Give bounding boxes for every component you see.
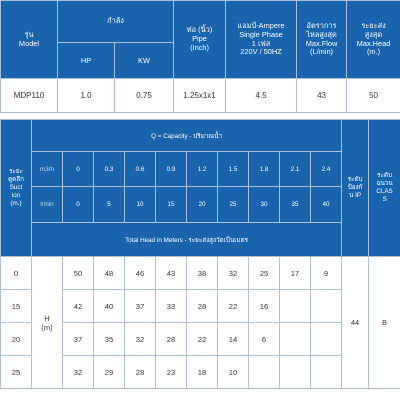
head-cell: 46 xyxy=(125,257,156,290)
model-header xyxy=(1,1,58,79)
h-label-line: H xyxy=(44,313,50,323)
head-cell: 37 xyxy=(63,323,94,356)
empty-cell xyxy=(280,290,311,323)
empty-cell xyxy=(311,323,342,356)
head-cell: 48 xyxy=(94,257,125,290)
head-value: 50 xyxy=(347,79,400,113)
flow-header-line: ไหลสูงสุด xyxy=(306,29,337,39)
m3h-value: 2.1 xyxy=(280,152,311,187)
class-value: B xyxy=(369,257,400,389)
amp-header-line: แอมป์-Ampere xyxy=(237,20,285,30)
head-cell: 28 xyxy=(156,323,187,356)
amp-header-line: Single Phase xyxy=(239,29,283,39)
head-cell: 35 xyxy=(94,323,125,356)
pipe-header xyxy=(174,1,226,79)
capacity-title: Q = Capacity - ปริมาณน้ำ xyxy=(32,120,342,152)
class-header-line: CLAS xyxy=(376,188,393,195)
head-cell: 10 xyxy=(218,356,249,389)
suction-value: 15 xyxy=(1,290,32,323)
suction-header-line: ดูดลึก xyxy=(8,176,24,184)
model-value: MDP110 xyxy=(1,79,58,113)
m3h-value: 1.8 xyxy=(249,152,280,187)
head-cell: 16 xyxy=(249,290,280,323)
flow-header-line: Max.Flow xyxy=(305,38,338,48)
h-label-line: (m) xyxy=(41,322,53,332)
m3h-value: 1.2 xyxy=(187,152,218,187)
flow-header-line: อัตราการ xyxy=(306,20,337,30)
head-header-line: Max.Head xyxy=(356,38,391,48)
lmin-value: 15 xyxy=(156,187,187,223)
ip-header xyxy=(342,120,369,257)
amp-header-line: 220V / 50HZ xyxy=(240,47,282,57)
suction-header-line: ระยะ xyxy=(9,168,23,176)
ip-header-line: ป้องกั xyxy=(347,184,363,192)
head-cell: 23 xyxy=(156,356,187,389)
head-header-line: สูงสุด xyxy=(364,29,383,39)
performance-table xyxy=(0,119,400,389)
suction-header-line: Suct xyxy=(9,184,23,192)
flow-header xyxy=(297,1,347,79)
lmin-value: 0 xyxy=(63,187,94,223)
lmin-value: 25 xyxy=(218,187,249,223)
class-header-line: ระดับ xyxy=(377,172,392,180)
head-cell: 38 xyxy=(187,257,218,290)
head-cell: 32 xyxy=(125,323,156,356)
amp-header xyxy=(226,1,297,79)
m3h-value: 0.3 xyxy=(94,152,125,187)
head-cell: 9 xyxy=(311,257,342,290)
head-cell: 43 xyxy=(156,257,187,290)
power-header: กำลัง xyxy=(58,1,174,43)
ip-header-line: ระดับ xyxy=(347,176,363,184)
total-head-title: Total Head in Meters - ระยะส่งสูงวัดเป็นเมตร xyxy=(32,223,342,257)
empty-cell xyxy=(311,356,342,389)
m3h-value: 2.4 xyxy=(311,152,342,187)
table-row xyxy=(1,257,400,290)
head-cell: 32 xyxy=(63,356,94,389)
suction-header-line: ion xyxy=(11,191,21,199)
empty-cell xyxy=(249,356,280,389)
m3h-value: 0.6 xyxy=(125,152,156,187)
head-cell: 50 xyxy=(63,257,94,290)
suction-value: 0 xyxy=(1,257,32,290)
pipe-value: 1.25x1x1 xyxy=(174,79,226,113)
head-cell: 6 xyxy=(249,323,280,356)
hp-header: HP xyxy=(58,43,115,79)
head-cell: 18 xyxy=(187,356,218,389)
suction-value: 20 xyxy=(1,323,32,356)
model-header-th: รุ่น xyxy=(24,29,34,39)
ip-header-line: น IP xyxy=(349,191,362,199)
suction-header-line: (m.) xyxy=(10,199,22,207)
model-header-en: Model xyxy=(18,38,40,48)
flow-value: 43 xyxy=(297,79,347,113)
amp-header-line: 1 เฟส xyxy=(251,38,271,48)
head-cell: 29 xyxy=(94,356,125,389)
lmin-value: 5 xyxy=(94,187,125,223)
lmin-label: l/min xyxy=(32,187,63,223)
hp-value: 1.0 xyxy=(58,79,115,113)
head-cell: 14 xyxy=(218,323,249,356)
head-cell: 17 xyxy=(280,257,311,290)
amp-value: 4.5 xyxy=(226,79,297,113)
lmin-value: 30 xyxy=(249,187,280,223)
head-cell: 40 xyxy=(94,290,125,323)
class-header-line: ฉนวน xyxy=(376,180,393,188)
head-cell: 32 xyxy=(218,257,249,290)
lmin-value: 10 xyxy=(125,187,156,223)
m3h-label: m3/h xyxy=(32,152,63,187)
ip-value: 44 xyxy=(342,257,369,389)
head-header-line: (m.) xyxy=(366,47,381,57)
m3h-value: 1.5 xyxy=(218,152,249,187)
head-header xyxy=(347,1,400,79)
head-cell: 37 xyxy=(125,290,156,323)
empty-cell xyxy=(280,356,311,389)
head-cell: 42 xyxy=(63,290,94,323)
lmin-value: 40 xyxy=(311,187,342,223)
head-cell: 22 xyxy=(187,323,218,356)
lmin-value: 20 xyxy=(187,187,218,223)
lmin-value: 35 xyxy=(280,187,311,223)
pipe-header-line: (Inch) xyxy=(190,42,209,52)
kw-value: 0.75 xyxy=(115,79,174,113)
suction-value: 25 xyxy=(1,356,32,389)
kw-header: KW xyxy=(115,43,174,79)
head-header-line: ระยะส่ง xyxy=(361,20,386,30)
class-header-line: S xyxy=(382,195,387,203)
head-cell: 22 xyxy=(218,290,249,323)
flow-header-line: (L/min) xyxy=(310,47,334,57)
pipe-header-line: ท่อ (นิ้ว) xyxy=(186,25,213,35)
head-cell: 28 xyxy=(125,356,156,389)
head-cell: 25 xyxy=(249,257,280,290)
empty-cell xyxy=(280,323,311,356)
pipe-header-line: Pipe xyxy=(192,34,207,44)
suction-header xyxy=(1,120,32,257)
m3h-value: 0.9 xyxy=(156,152,187,187)
head-cell: 33 xyxy=(156,290,187,323)
head-cell: 28 xyxy=(187,290,218,323)
class-header xyxy=(369,120,400,257)
h-label xyxy=(32,257,63,389)
spec-table xyxy=(0,0,400,113)
m3h-value: 0 xyxy=(63,152,94,187)
empty-cell xyxy=(311,290,342,323)
